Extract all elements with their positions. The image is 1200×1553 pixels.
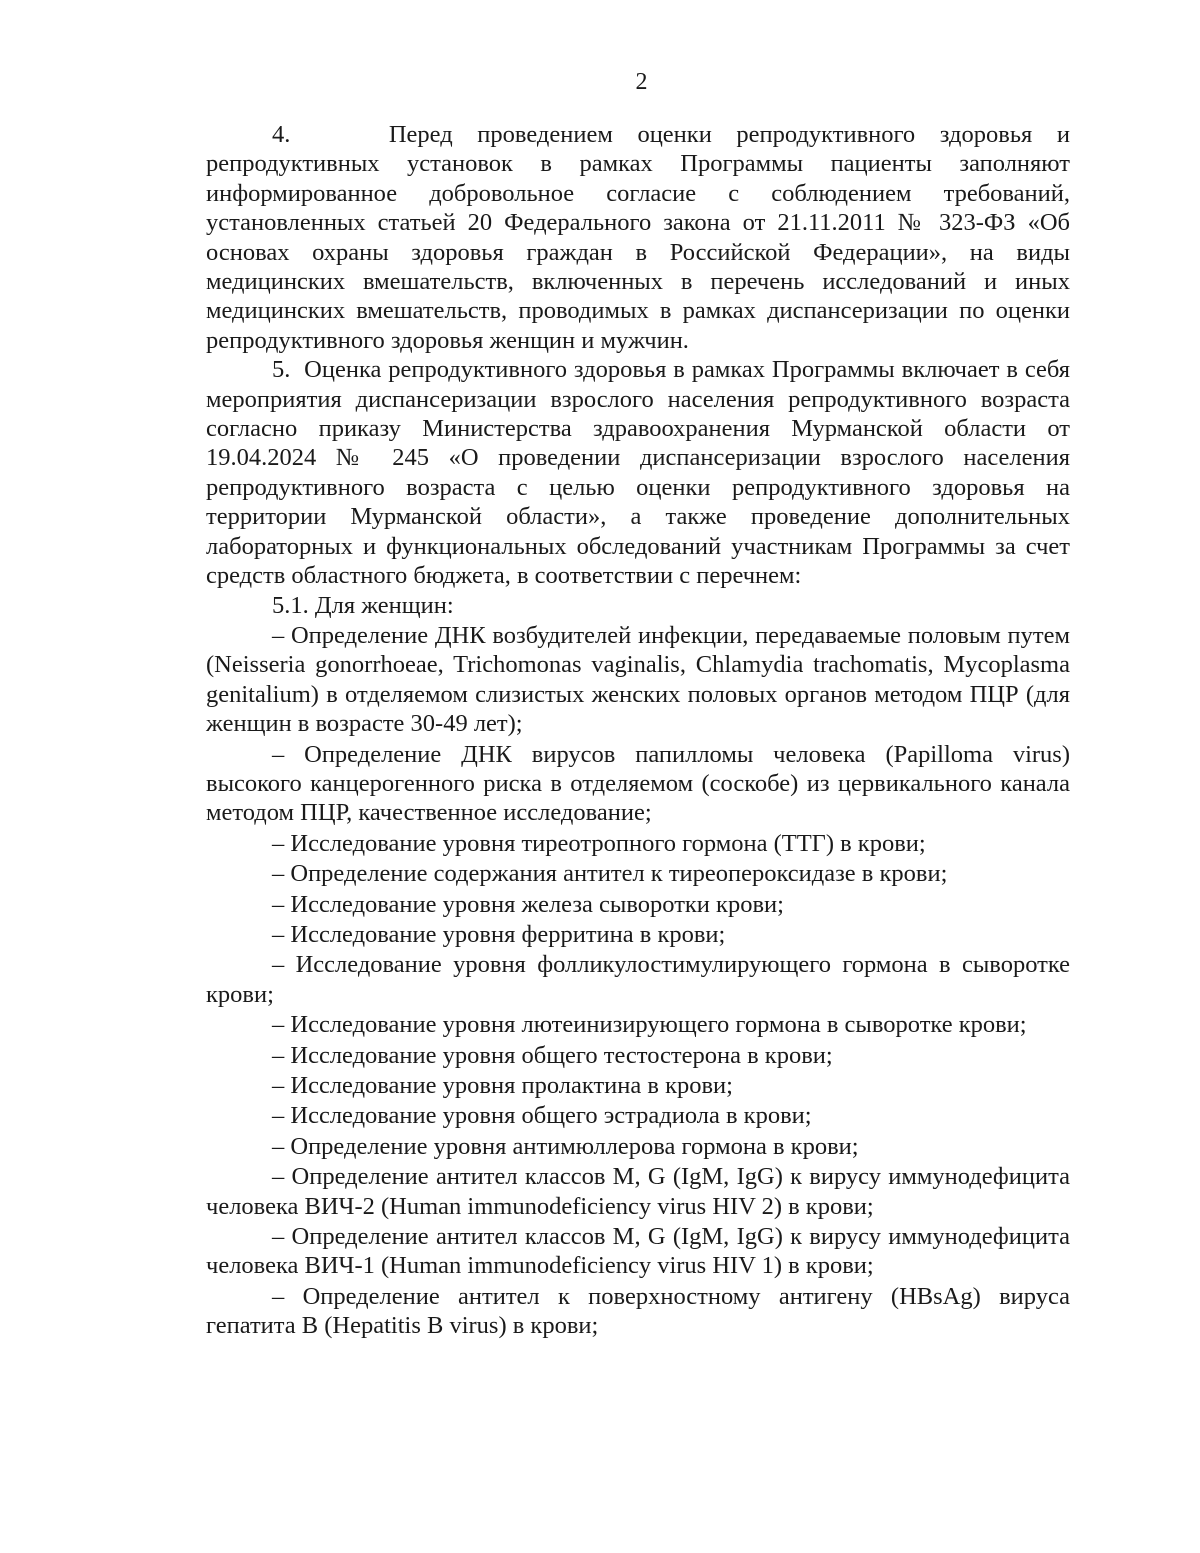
paragraph-item-4: 4. Перед проведением оценки репродуктивного здоровья и репродуктивных установок в рамках Программы пациенты заполняют информированное добровольное согласие с соблюдением требований, установленных статьей 20 Федерального закона от 21.11.2011 № 323-ФЗ «Об основах охраны здоровья граждан в Российской Федерации», на виды медицинских вмешательств, включенных в перечень исследований и иных медицинских вмешательств, проводимых в рамках диспансеризации по оценки репродуктивного здоровья женщин и мужчин.	[206, 121, 1070, 354]
examination-list	[206, 621, 1070, 1341]
document-body	[206, 120, 1070, 1341]
list-item: – Исследование уровня ферритина в крови;	[272, 920, 726, 948]
list-item: – Определение антител классов М, G (IgM, IgG) к вирусу иммунодефицита человека ВИЧ-2 (Human immunodeficiency virus HIV 2) в крови;	[206, 1163, 1070, 1220]
list-item: – Определение уровня антимюллерова гормона в крови;	[272, 1132, 859, 1160]
list-item: – Исследование уровня лютеинизирующего гормона в сыворотке крови;	[272, 1011, 1027, 1039]
list-item: – Определение содержания антител к тиреопероксидазе в крови;	[272, 860, 948, 888]
list-item: – Исследование уровня общего эстрадиола в крови;	[272, 1102, 812, 1130]
list-item: – Определение антител к поверхностному антигену (HBsAg) вируса гепатита В (Hepatitis B virus) в крови;	[206, 1282, 1070, 1340]
list-item: – Исследование уровня пролактина в крови;	[272, 1072, 733, 1099]
list-item: – Определение ДНК возбудителей инфекции, передаваемые половым путем (Neisseria gonorrhoeae, Trichomonas vaginalis, Chlamydia trachomatis, Mycoplasma genitalium) в отделяемом слизистых женских половых органов методом ПЦР (для женщин в возрасте 30-49 лет);	[206, 621, 1070, 738]
paragraph-item-5: 5. Оценка репродуктивного здоровья в рамках Программы включает в себя мероприятия диспансеризации взрослого населения репродуктивного возраста согласно приказу Министерства здравоохранения Мурманской области от 19.04.2024 № 245 «О проведении диспансеризации взрослого населения репродуктивного возраста с целью оценки репродуктивного здоровья на территории Мурманской области», а также проведение дополнительных лабораторных и функциональных обследований участникам Программы за счет средств областного бюджета, в соответствии с перечнем:	[206, 356, 1070, 590]
list-item: – Исследование уровня тиреотропного гормона (ТТГ) в крови;	[272, 829, 926, 857]
page-number: 2	[635, 69, 648, 95]
list-item: – Определение антител классов М, G (IgM, IgG) к вирусу иммунодефицита человека ВИЧ-1 (Human immunodeficiency virus HIV 1) в крови;	[206, 1223, 1070, 1280]
list-item: – Исследование уровня общего тестостерона в крови;	[272, 1041, 833, 1069]
list-item: – Определение ДНК вирусов папилломы человека (Papilloma virus) высокого канцерогенного риска в отделяемом (соскобе) из цервикального канала методом ПЦР, качественное исследование;	[206, 740, 1070, 827]
list-item: – Исследование уровня фолликулостимулирующего гормона в сыворотке крови;	[206, 951, 1070, 1008]
list-item: – Исследование уровня железа сыворотки крови;	[272, 890, 784, 918]
subsection-heading-women: 5.1. Для женщин:	[272, 591, 454, 619]
